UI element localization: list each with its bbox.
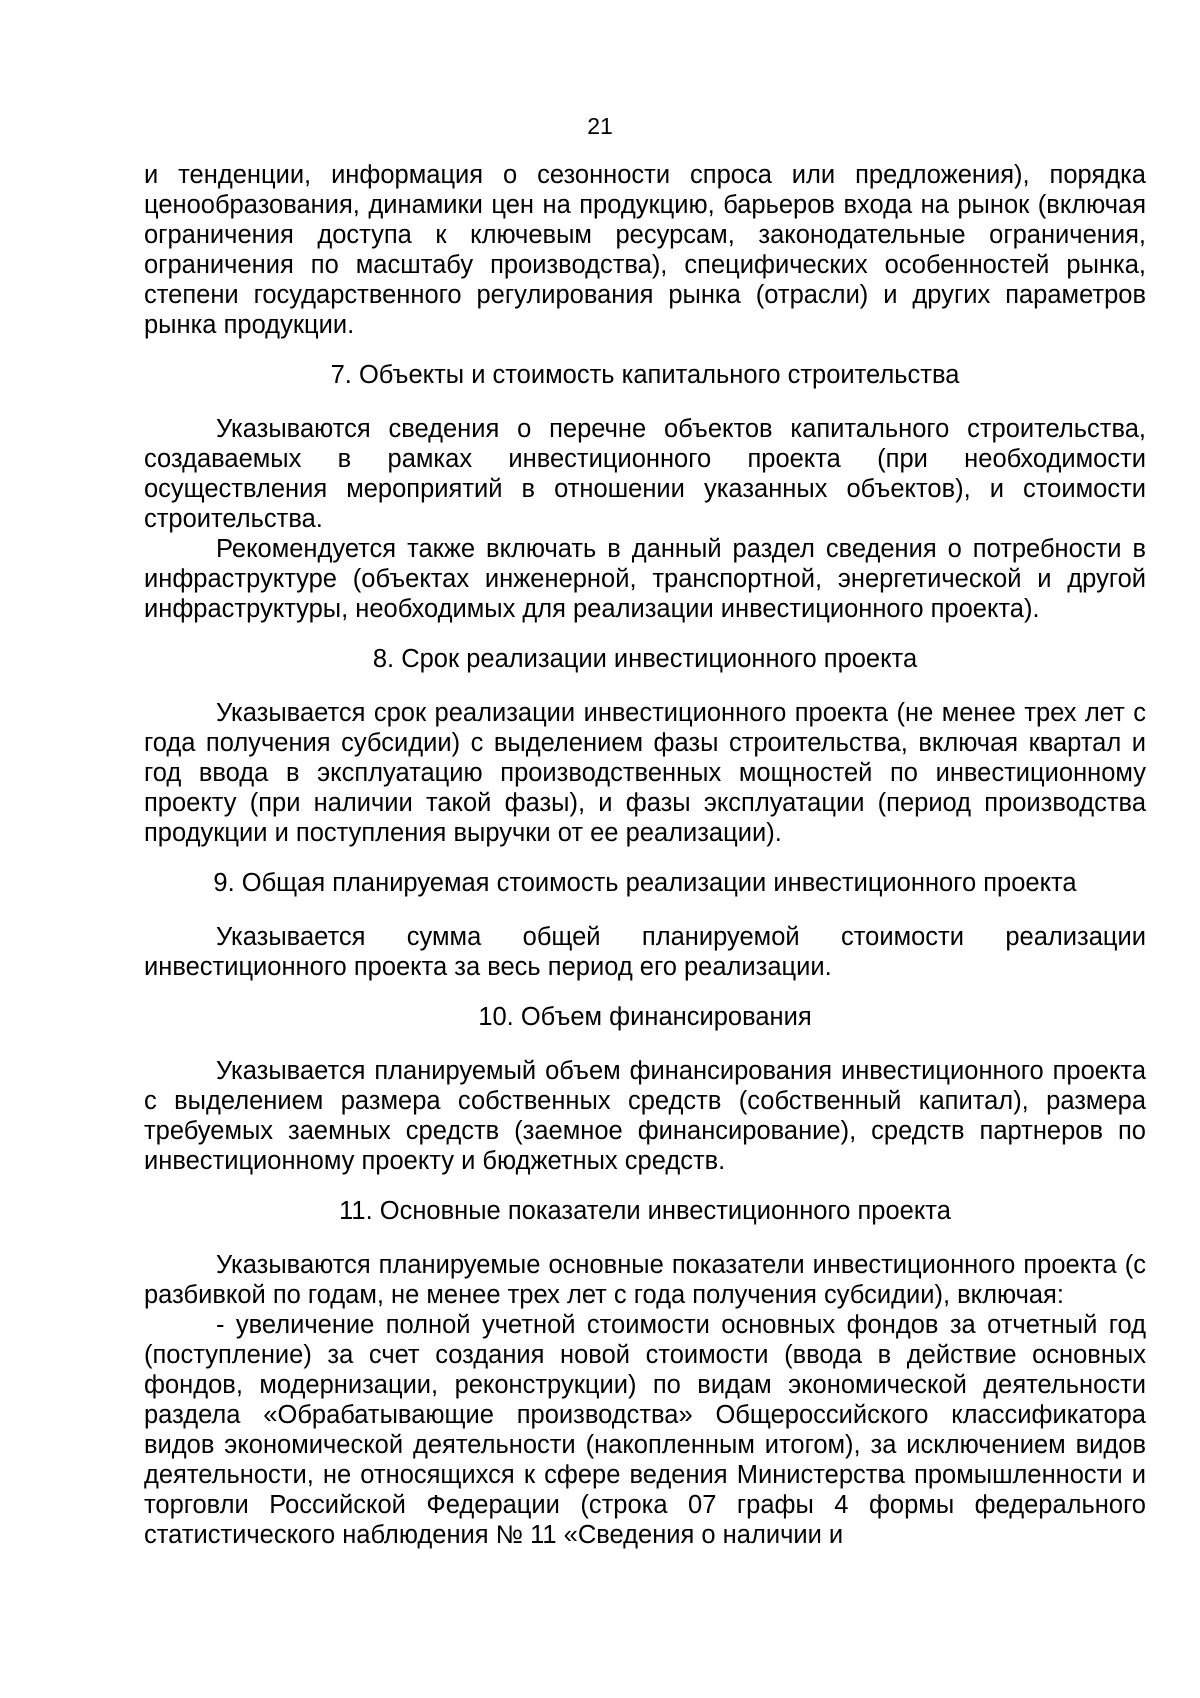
- section-heading: 8. Срок реализации инвестиционного проекта: [372, 645, 918, 673]
- page-number: 21: [587, 113, 613, 139]
- section-continuation: [144, 160, 1146, 340]
- section-10: [144, 1002, 1146, 1176]
- paragraph: Указывается планируемый объем финансирования инвестиционного проекта с выделением размера собственных средств (собственный капитал), размера требуемых заемных средств (заемное финансирование), средств партнеров по инвестиционному проекту и бюджетных средств.: [144, 1057, 1146, 1175]
- paragraph: Рекомендуется также включать в данный раздел сведения о потребности в инфраструктуре (объектах инженерной, транспортной, энергетической и другой инфраструктуры, необходимых для реализации инвестиционного проекта).: [144, 535, 1146, 623]
- paragraph: и тенденции, информация о сезонности спроса или предложения), порядка ценообразования, динамики цен на продукцию, барьеров входа на рынок (включая ограничения доступа к ключевым ресурсам, законодательные ограничения, ограничения по масштабу производства), специфических особенностей рынка, степени государственного регулирования рынка (отрасли) и других параметров рынка продукции.: [144, 161, 1146, 339]
- section-9: [144, 868, 1146, 982]
- section-heading: 9. Общая планируемая стоимость реализации инвестиционного проекта: [213, 869, 1077, 897]
- section-7: [144, 360, 1146, 624]
- section-11: [144, 1196, 1146, 1550]
- section-8: [144, 644, 1146, 848]
- section-heading: 11. Основные показатели инвестиционного проекта: [339, 1197, 951, 1225]
- paragraph: - увеличение полной учетной стоимости основных фондов за отчетный год (поступление) за счет создания новой стоимости (ввода в действие основных фондов, модернизации, реконструкции) по видам экономической деятельности раздела «Обрабатывающие производства» Общероссийского классификатора видов экономической деятельности (накопленным итогом), за исключением видов деятельности, не относящихся к сфере ведения Министерства промышленности и торговли Российской Федерации (строка 07 графы 4 формы федерального статистического наблюдения № 11 «Сведения о наличии и: [144, 1311, 1146, 1549]
- paragraph: Указываются планируемые основные показатели инвестиционного проекта (с разбивкой по годам, не менее трех лет с года получения субсидии), включая:: [144, 1251, 1146, 1309]
- paragraph: Указывается срок реализации инвестиционного проекта (не менее трех лет с года получения субсидии) с выделением фазы строительства, включая квартал и год ввода в эксплуатацию производственных мощностей по инвестиционному проекту (при наличии такой фазы), и фазы эксплуатации (период производства продукции и поступления выручки от ее реализации).: [144, 699, 1146, 847]
- section-heading: 10. Объем финансирования: [478, 1003, 812, 1031]
- paragraph: Указывается сумма общей планируемой стоимости реализации инвестиционного проекта за весь период его реализации.: [144, 923, 1146, 981]
- paragraph: Указываются сведения о перечне объектов капитального строительства, создаваемых в рамках инвестиционного проекта (при необходимости осуществления мероприятий в отношении указанных объектов), и стоимости строительства.: [144, 415, 1146, 533]
- section-heading: 7. Объекты и стоимость капитального строительства: [330, 361, 960, 389]
- document-body: [144, 160, 1146, 1550]
